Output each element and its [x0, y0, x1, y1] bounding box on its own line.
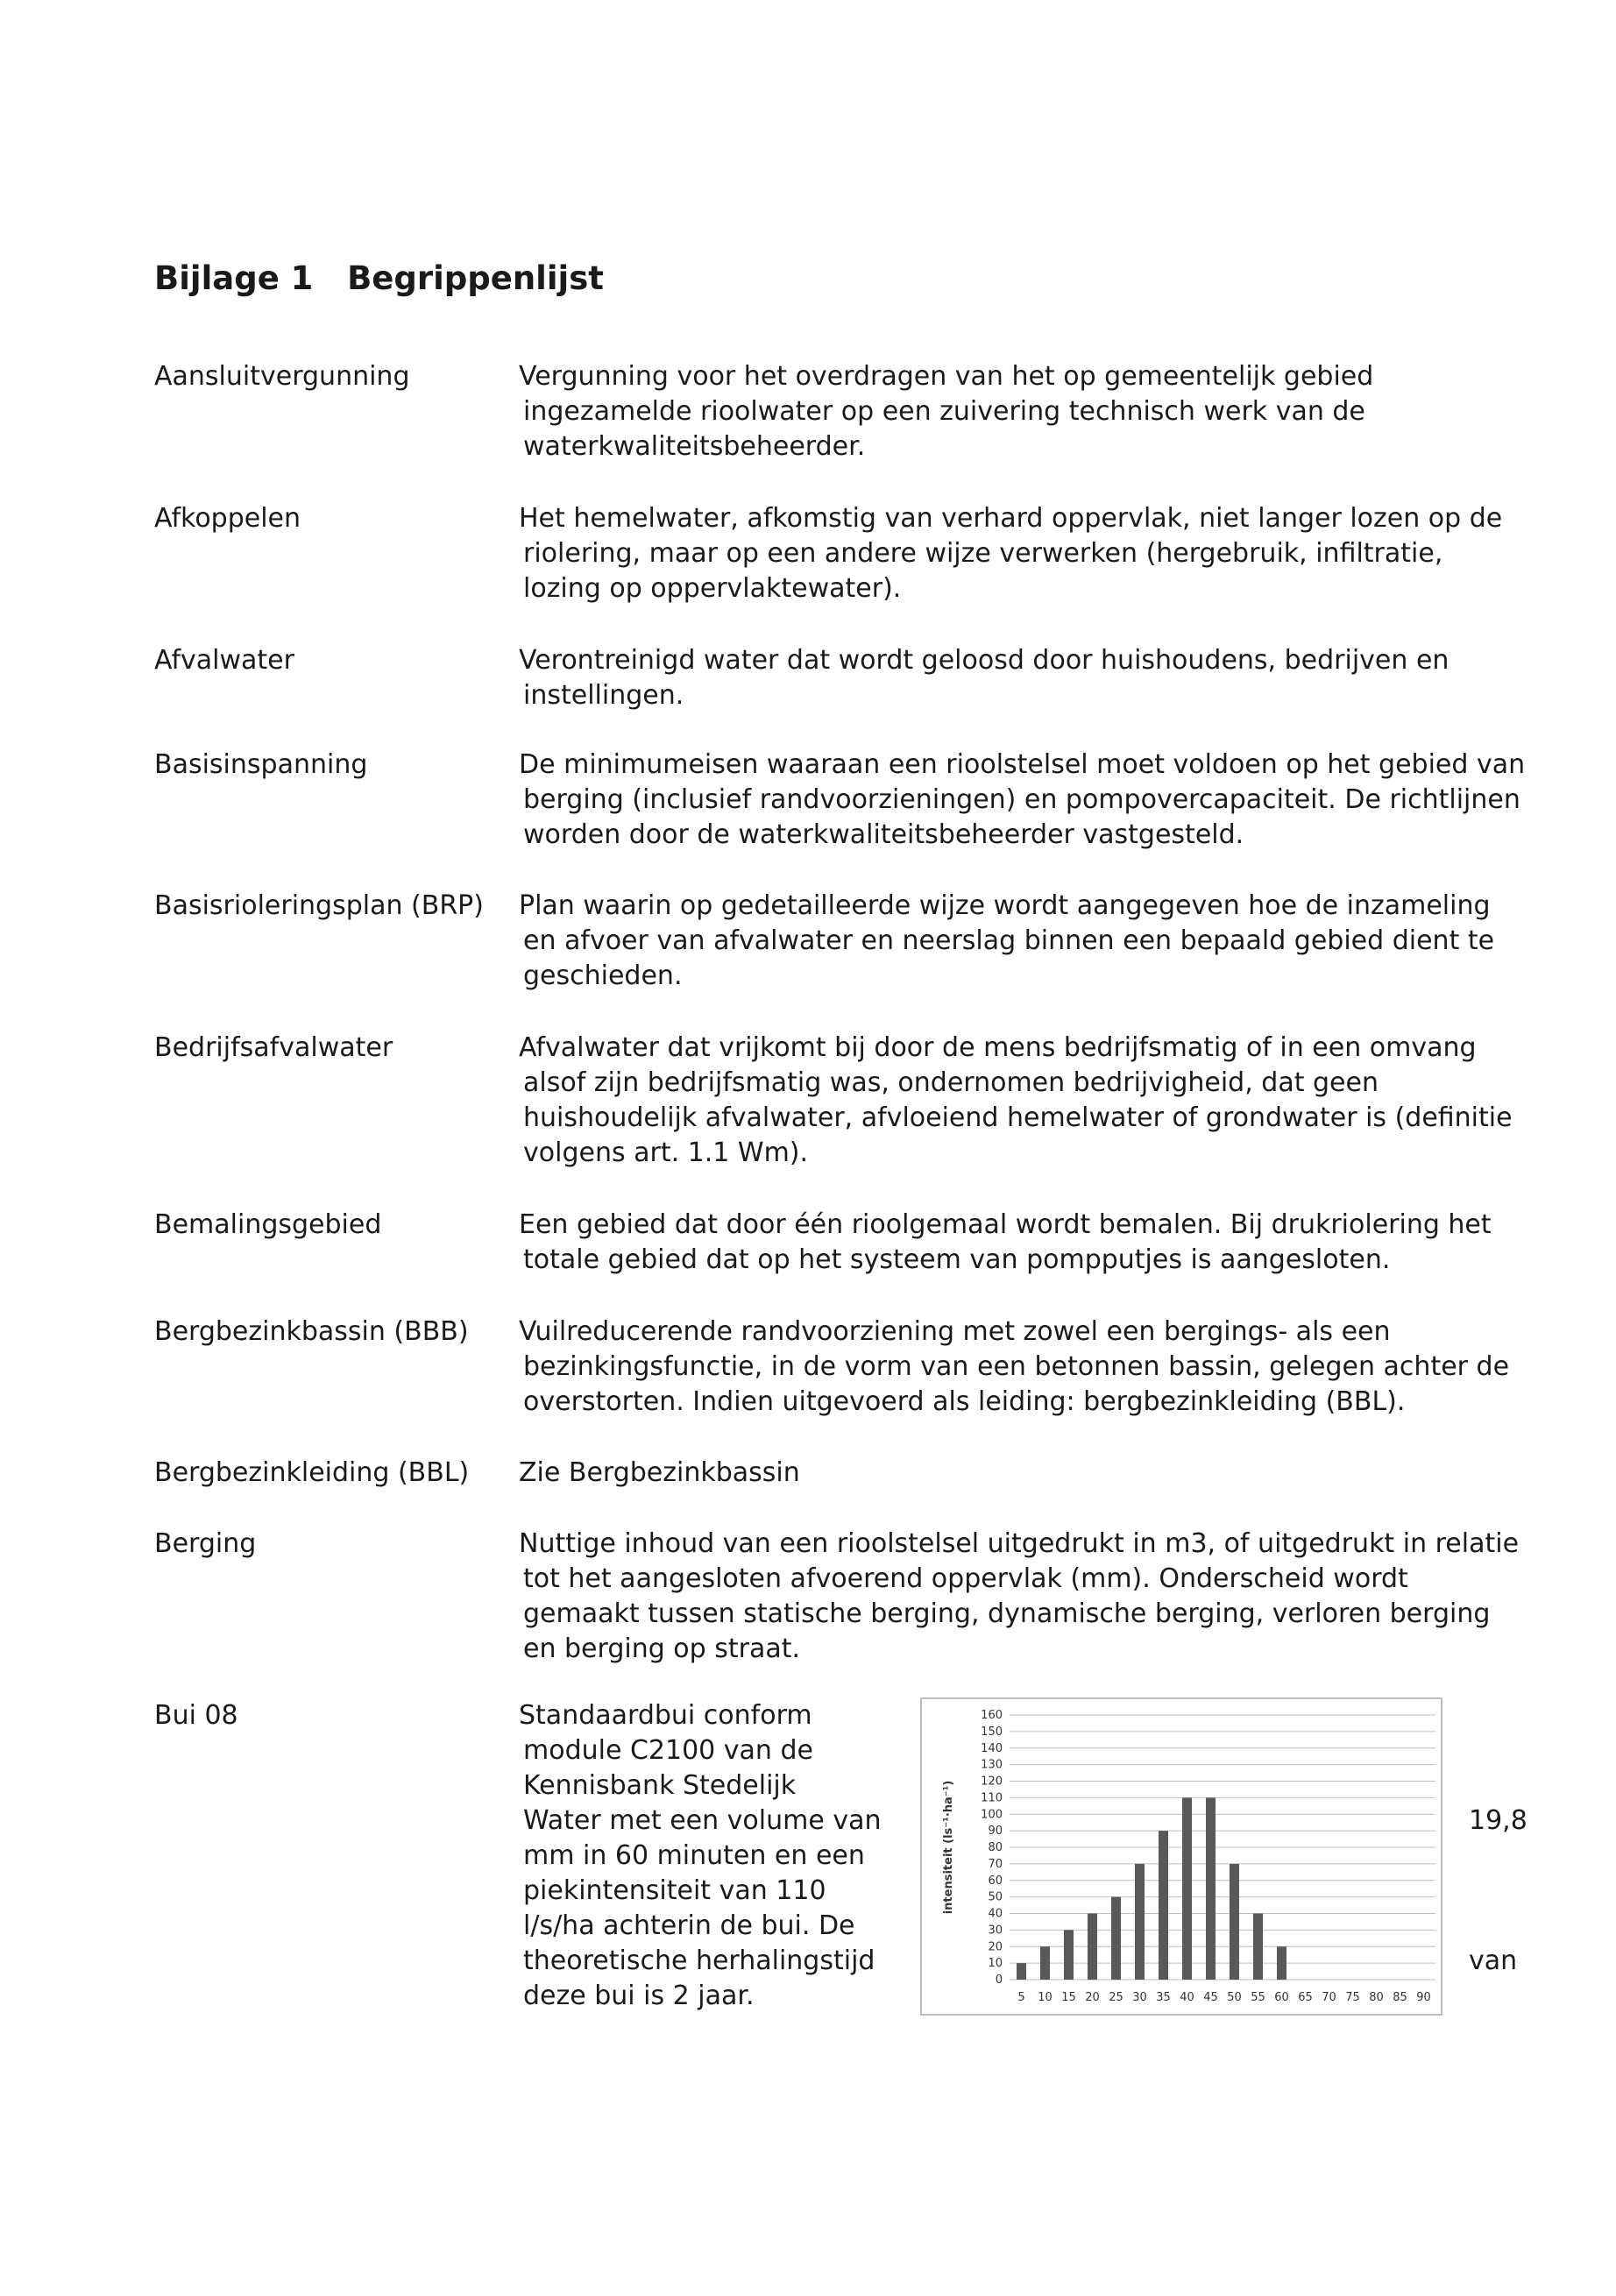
definition-line: Water met een volume van: [523, 1805, 882, 1836]
x-tick-label: 10: [1038, 1991, 1053, 2004]
definition-line: Vuilreducerende randvoorziening met zowel een bergings- als een: [519, 1316, 1391, 1347]
glossary-definition: [519, 1031, 1562, 1171]
x-tick-label: 80: [1369, 1991, 1384, 2004]
bar: [1111, 1897, 1121, 1980]
definition-line: lozing op oppervlaktewater).: [523, 573, 902, 604]
glossary-term: Afkoppelen: [154, 503, 301, 534]
x-tick-label: 75: [1345, 1991, 1360, 2004]
definition-line: waterkwaliteitsbeheerder.: [523, 431, 866, 462]
x-tick-label: 85: [1393, 1991, 1407, 2004]
definition-line: worden door de waterkwaliteitsbeheerder vastgesteld.: [523, 819, 1244, 850]
x-tick-label: 55: [1251, 1991, 1265, 2004]
glossary-definition: [519, 1315, 1562, 1420]
definition-line: berging (inclusief randvoorzieningen) en pompovercapaciteit. De richtlijnen: [523, 784, 1520, 815]
definition-line: Nuttige inhoud van een rioolstelsel uitgedrukt in m3, of uitgedrukt in relatie: [519, 1528, 1520, 1559]
glossary-definition: [519, 1208, 1562, 1278]
x-tick-label: 50: [1227, 1991, 1242, 2004]
bar: [1064, 1930, 1074, 1980]
glossary-term: Aansluitvergunning: [154, 361, 410, 392]
definition-line: tot het aangesloten afvoerend oppervlak (mm). Onderscheid wordt: [523, 1563, 1408, 1594]
x-tick-label: 20: [1085, 1991, 1100, 2004]
definition-line: instellingen.: [523, 680, 684, 711]
bar: [1230, 1864, 1239, 1980]
glossary-definition: [519, 1456, 1562, 1491]
definition-line: geschieden.: [523, 960, 683, 991]
bar: [1277, 1946, 1286, 1980]
x-tick-label: 30: [1132, 1991, 1147, 2004]
x-tick-label: 25: [1109, 1991, 1123, 2004]
y-tick-label: 150: [981, 1725, 1003, 1739]
y-tick-label: 100: [981, 1808, 1003, 1822]
bar: [1088, 1914, 1097, 1981]
x-tick-label: 40: [1180, 1991, 1194, 2004]
glossary-term: Bemalingsgebied: [154, 1209, 382, 1240]
definition-line: totale gebied dat op het systeem van pompputjes is aangesloten.: [523, 1244, 1391, 1275]
definition-line: Vergunning voor het overdragen van het op gemeentelijk gebied: [519, 361, 1374, 392]
definition-line: riolering, maar op een andere wijze verwerken (hergebruik, infiltratie,: [523, 538, 1443, 569]
definition-line: piekintensiteit van 110: [523, 1875, 826, 1906]
bar: [1017, 1963, 1026, 1980]
glossary-definition: [519, 501, 1562, 606]
x-tick-label: 35: [1156, 1991, 1171, 2004]
definition-line: overstorten. Indien uitgevoerd als leiding: bergbezinkleiding (BBL).: [523, 1386, 1406, 1417]
glossary-term: Bergbezinkbassin (BBB): [154, 1316, 469, 1347]
glossary-definition: [519, 643, 1562, 713]
y-tick-label: 70: [988, 1857, 1003, 1871]
glossary-term: Bui 08: [154, 1700, 238, 1731]
x-tick-label: 70: [1322, 1991, 1336, 2004]
y-tick-label: 10: [988, 1957, 1003, 1971]
y-tick-label: 120: [981, 1775, 1003, 1789]
y-tick-label: 160: [981, 1709, 1003, 1722]
x-tick-label: 60: [1274, 1991, 1289, 2004]
definition-line: theoretische herhalingstijd: [523, 1945, 875, 1976]
definition-line: bezinkingsfunctie, in de vorm van een betonnen bassin, gelegen achter de: [523, 1351, 1510, 1382]
glossary-term: Bedrijfsafvalwater: [154, 1032, 393, 1063]
definition-line: en berging op straat.: [523, 1633, 801, 1664]
y-tick-label: 40: [988, 1907, 1003, 1921]
bar: [1040, 1946, 1050, 1980]
definition-line: Kennisbank Stedelijk: [523, 1770, 797, 1801]
x-tick-label: 65: [1298, 1991, 1313, 2004]
bar: [1159, 1831, 1168, 1980]
definition-line: ingezamelde rioolwater op een zuivering technisch werk van de: [523, 396, 1365, 427]
rain-intensity-chart: [920, 1697, 1442, 2016]
glossary-term: Basisrioleringsplan (BRP): [154, 890, 484, 921]
y-axis-label: intensiteit (ls⁻¹·ha⁻¹): [942, 1780, 955, 1915]
glossary-definition: [519, 1698, 882, 2014]
y-tick-label: 60: [988, 1874, 1003, 1888]
definition-line: Zie Bergbezinkbassin: [519, 1457, 800, 1488]
definition-line: gemaakt tussen statische berging, dynamische berging, verloren berging: [523, 1598, 1491, 1629]
definition-line: Het hemelwater, afkomstig van verhard oppervlak, niet langer lozen op de: [519, 503, 1503, 534]
glossary-term: Berging: [154, 1528, 257, 1559]
x-tick-label: 15: [1061, 1991, 1076, 2004]
definition-line: volgens art. 1.1 Wm).: [523, 1137, 809, 1168]
bar: [1182, 1797, 1192, 1980]
definition-line: Standaardbui conform: [519, 1700, 812, 1731]
definition-line: module C2100 van de: [523, 1735, 813, 1766]
y-tick-label: 30: [988, 1924, 1003, 1938]
glossary-definition: [519, 359, 1562, 464]
definition-line: mm in 60 minuten en een: [523, 1840, 865, 1871]
y-tick-label: 110: [981, 1791, 1003, 1805]
bar: [1253, 1914, 1263, 1981]
y-tick-label: 90: [988, 1825, 1003, 1839]
bar-chart-svg: [922, 1699, 1444, 2017]
glossary-definition: [519, 889, 1562, 994]
y-tick-label: 50: [988, 1890, 1003, 1904]
glossary-term: Bergbezinkleiding (BBL): [154, 1457, 470, 1488]
page-title: Bijlage 1 Begrippenlijst: [154, 259, 604, 297]
glossary-term: Basisinspanning: [154, 749, 368, 780]
definition-line: l/s/ha achterin de bui. De: [523, 1910, 855, 1941]
definition-line: alsof zijn bedrijfsmatig was, ondernomen bedrijvigheid, dat geen: [523, 1067, 1379, 1098]
definition-line: Plan waarin op gedetailleerde wijze wordt aangegeven hoe de inzameling: [519, 890, 1491, 921]
y-tick-label: 80: [988, 1841, 1003, 1854]
glossary-definition: [519, 748, 1562, 853]
definition-line: deze bui is 2 jaar.: [523, 1981, 755, 2011]
volume-value: 19,8: [1469, 1805, 1527, 1836]
side-word-van: van: [1469, 1945, 1518, 1976]
definition-line: en afvoer van afvalwater en neerslag binnen een bepaald gebied dient te: [523, 925, 1495, 956]
x-tick-label: 45: [1203, 1991, 1218, 2004]
x-tick-label: 5: [1017, 1991, 1025, 2004]
x-tick-label: 90: [1416, 1991, 1431, 2004]
y-tick-label: 20: [988, 1940, 1003, 1954]
bar: [1206, 1797, 1216, 1980]
definition-line: Afvalwater dat vrijkomt bij door de mens bedrijfsmatig of in een omvang: [519, 1032, 1477, 1063]
y-tick-label: 0: [995, 1974, 1003, 1987]
definition-line: De minimumeisen waaraan een rioolstelsel moet voldoen op het gebied van: [519, 749, 1526, 780]
definition-line: Een gebied dat door één rioolgemaal wordt bemalen. Bij drukriolering het: [519, 1209, 1492, 1240]
definition-line: huishoudelijk afvalwater, afvloeiend hemelwater of grondwater is (definitie: [523, 1102, 1513, 1133]
glossary-term: Afvalwater: [154, 645, 294, 676]
bar: [1135, 1864, 1145, 1980]
definition-line: Verontreinigd water dat wordt geloosd door huishoudens, bedrijven en: [519, 645, 1449, 676]
y-tick-label: 140: [981, 1741, 1003, 1755]
y-tick-label: 130: [981, 1758, 1003, 1772]
glossary-definition: [519, 1527, 1562, 1667]
